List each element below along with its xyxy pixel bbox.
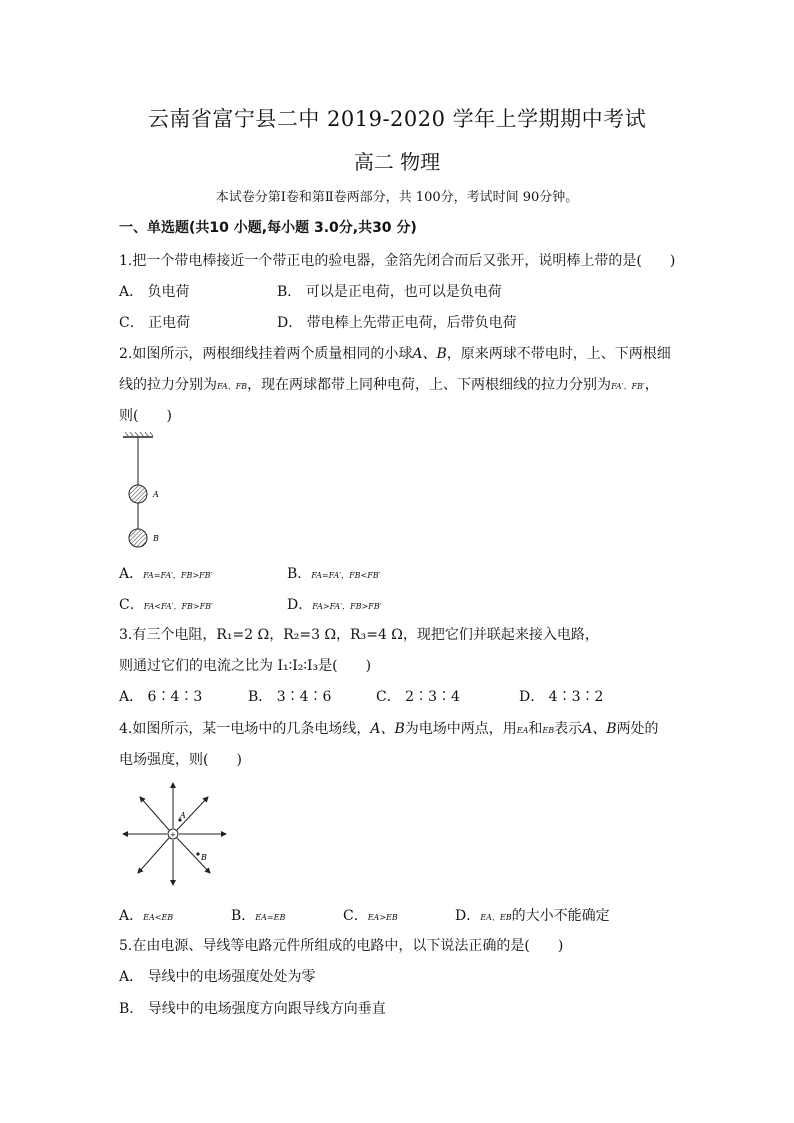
q3-option-a: A． 6∶4∶3 [119,689,203,705]
q4-option-a [119,905,173,925]
q2-option-a [119,563,212,583]
q4-stem-part: 为电场中两点，用 [404,721,517,737]
option-text: FA>FA′，FB>FB′ [312,602,382,611]
q2-stem-part: ，现在两球都带上同种电荷，上、下两根细线的拉力分别为 [247,377,612,393]
q4-stem-part: 表示 [554,721,583,737]
q2-stem-part: 2.如图所示，两根细线挂着两个质量相同的小球 [119,346,413,362]
page-subtitle: 高二 物理 [353,150,441,174]
option-label: B． [231,908,256,924]
q5-option-b: B． 导线中的电场强度方向跟导线方向垂直 [119,1001,386,1017]
q5-option-a: A． 导线中的电场强度处处为零 [119,969,316,985]
ball-a-label: A [153,490,159,499]
option-suffix: 的大小不能确定 [511,908,610,924]
q2-stem-line1 [119,343,671,363]
q3-option-c: C． 2∶3∶4 [376,689,460,705]
q5-stem: 5.在由电源、导线等电路元件所组成的电路中，以下说法正确的是( ) [119,938,564,954]
q4-point-names: A、B [370,721,405,737]
q4-stem-part: 两处的 [616,721,659,737]
q1-option-a: A． 负电荷 [119,284,190,300]
option-text: FA=FA′，FB<FB′ [311,571,381,580]
q4-stem-line1 [119,718,659,738]
option-text: EA、EB [480,913,512,922]
q3-stem-line2: 则通过它们的电流之比为 I₁∶I₂∶I₃是( ) [119,658,372,674]
q3-stem-line1: 3.有三个电阻，R₁=2 Ω，R₂=3 Ω，R₃=4 Ω，现把它们并联起来接入电路， [119,627,599,643]
q2-force-symbols: FA、FB [217,382,248,391]
option-label: A． [119,566,144,582]
option-text: FA=FA′，FB>FB′ [143,571,213,580]
ball-a [129,485,147,503]
q4-option-b [231,905,285,925]
q1-option-c: C． 正电荷 [119,315,191,331]
q2-option-b [287,563,380,583]
q2-option-d [287,594,381,614]
option-label: A． [119,908,144,924]
point-b [196,852,199,855]
point-b-label: B [201,853,207,862]
q2-option-c [119,594,213,614]
q1-stem: 1.把一个带电棒接近一个带正电的验电器，金箔先闭合而后又张开，说明棒上带的是( ) [119,253,676,269]
option-text: EA=EB [255,913,286,922]
option-label: D． [287,597,313,613]
option-label: C． [343,908,368,924]
q2-hanging-balls-figure [115,428,185,553]
q4-point-names: A、B [582,721,617,737]
q1-option-b: B． 可以是正电荷，也可以是负电荷 [277,284,502,300]
q4-field-lines-figure [118,780,230,888]
ball-b-label: B [153,534,159,543]
q4-option-d [455,905,610,925]
q4-stem-line2: 电场强度，则( ) [119,752,242,768]
q3-option-b: B． 3∶4∶6 [248,689,332,705]
ceiling-support [123,432,153,437]
q2-stem-part: ，原来两球不带电时，上、下两根细 [446,346,671,362]
option-label: B． [287,566,312,582]
charge-sign: + [170,831,176,839]
q4-option-c [343,905,398,925]
q4-stem-part: 和 [528,721,543,737]
exam-note: 本试卷分第Ⅰ卷和第Ⅱ卷两部分，共 100分，考试时间 90分钟。 [215,190,579,205]
section-heading: 一、单选题(共10 小题,每小题 3.0分,共30 分) [119,220,417,236]
q1-option-d: D． 带电棒上先带正电荷，后带负电荷 [277,315,517,331]
q2-stem-line3: 则( ) [119,408,172,424]
q3-option-d: D． 4∶3∶2 [519,689,604,705]
option-text: EA>EB [367,913,398,922]
q2-stem-part: 线的拉力分别为 [119,377,217,393]
option-text: FA<FA′，FB>FB′ [143,602,213,611]
q2-force-symbols-prime: FA′、FB′ [611,382,645,391]
ball-b [129,529,147,547]
q4-field-symbol: EB [542,726,555,735]
option-label: D． [455,908,481,924]
q2-stem-line2 [119,374,659,394]
q2-stem-part: ， [644,377,659,393]
option-text: EA<EB [143,913,174,922]
q2-ball-names: A、B [412,346,447,362]
q4-stem-part: 4.如图所示，某一电场中的几条电场线， [119,721,371,737]
point-a-label: A [180,811,186,820]
option-label: C． [119,597,144,613]
page-title: 云南省富宁县二中 2019-2020 学年上学期期中考试 [147,107,647,131]
q4-field-symbol: EA [516,726,529,735]
